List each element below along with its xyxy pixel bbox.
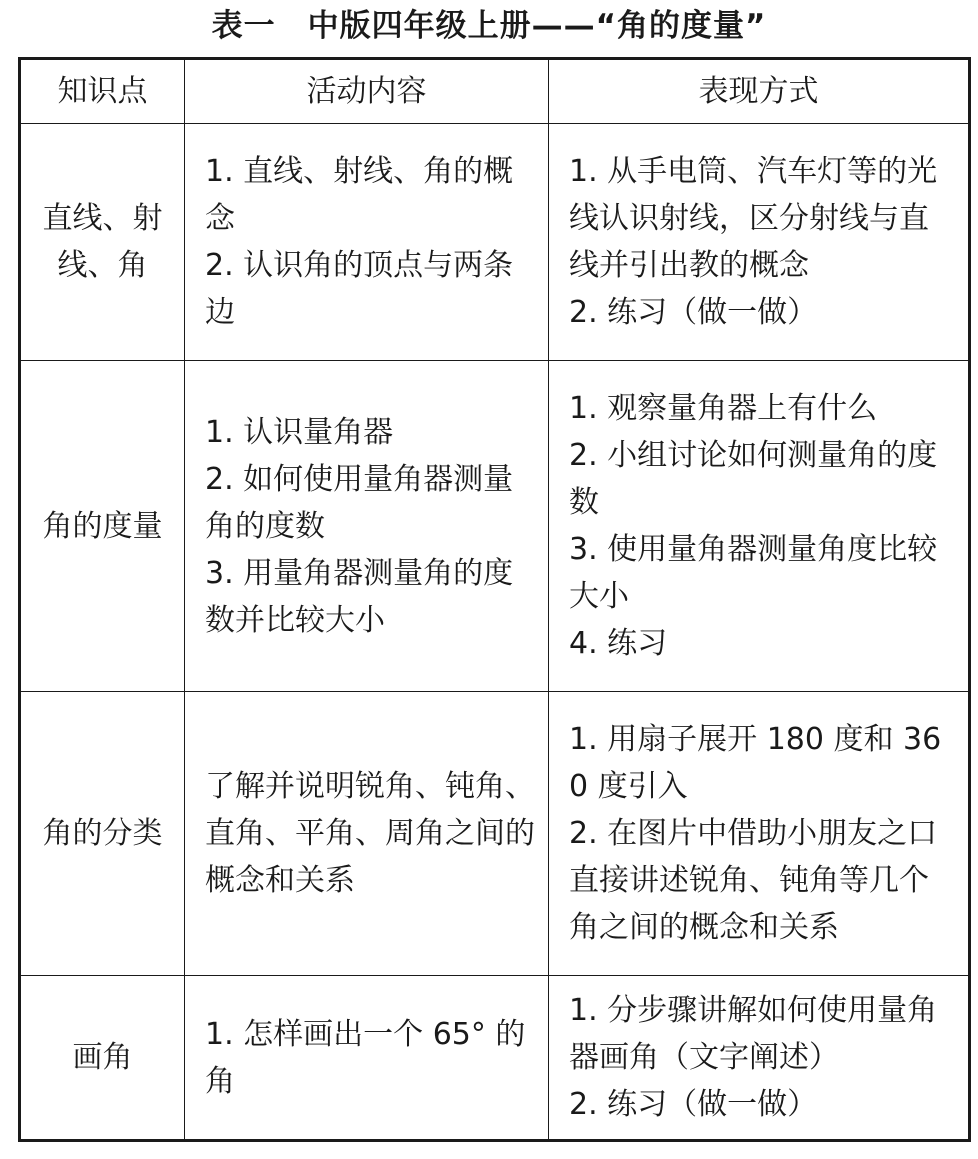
expression-line: 2. 练习（做一做） [569, 295, 818, 330]
knowledge-text: 画角 [72, 1040, 133, 1075]
header-activity: 活动内容 [185, 59, 549, 124]
activity-cell [185, 976, 549, 1141]
knowledge-cell [20, 124, 185, 361]
header-expression: 表现方式 [549, 59, 970, 124]
expression-line: 1. 从手电筒、汽车灯等的光线认识射线，区分射线与直线并引出教的概念 [569, 154, 938, 283]
expression-line: 2. 练习（做一做） [569, 1087, 818, 1122]
activity-line: 3. 用量角器测量角的度数并比较大小 [205, 555, 514, 638]
activity-cell [185, 361, 549, 692]
activity-line: 1. 直线、射线、角的概念 [205, 154, 514, 236]
expression-line: 2. 在图片中借助小朋友之口直接讲述锐角、钝角等几个角之间的概念和关系 [569, 816, 938, 945]
table-row [20, 692, 970, 976]
activity-cell [185, 692, 549, 976]
knowledge-text: 角的度量 [42, 508, 163, 544]
expression-cell [549, 976, 970, 1141]
knowledge-text: 角的分类 [42, 816, 163, 851]
expression-line: 1. 用扇子展开 180 度和 360 度引入 [569, 722, 942, 804]
knowledge-cell [20, 976, 185, 1141]
expression-line: 2. 小组讨论如何测量角的度数 [569, 438, 938, 520]
activity-cell [185, 124, 549, 361]
expression-line: 1. 分步骤讲解如何使用量角器画角（文字阐述） [569, 993, 938, 1075]
table-row [20, 361, 970, 692]
activity-line: 1. 认识量角器 [205, 414, 394, 450]
knowledge-cell [20, 361, 185, 692]
activity-line: 1. 怎样画出一个 65° 的角 [205, 1016, 526, 1099]
expression-line: 3. 使用量角器测量角度比较大小 [569, 532, 938, 614]
knowledge-cell [20, 692, 185, 976]
activity-line: 了解并说明锐角、钝角、直角、平角、周角之间的概念和关系 [205, 769, 535, 898]
expression-cell [549, 692, 970, 976]
expression-line: 4. 练习 [569, 626, 668, 661]
expression-cell [549, 361, 970, 692]
table-row [20, 124, 970, 361]
expression-cell [549, 124, 970, 361]
activity-line: 2. 认识角的顶点与两条边 [205, 248, 514, 330]
lesson-table [18, 57, 971, 1142]
header-row [20, 59, 970, 124]
table-row [20, 976, 970, 1141]
table-caption: 表一 中版四年级上册——“角的度量” [211, 8, 767, 44]
expression-line: 1. 观察量角器上有什么 [569, 391, 878, 426]
activity-line: 2. 如何使用量角器测量角的度数 [205, 461, 514, 544]
knowledge-text: 直线、射线、角 [42, 201, 163, 283]
header-knowledge: 知识点 [20, 59, 185, 124]
